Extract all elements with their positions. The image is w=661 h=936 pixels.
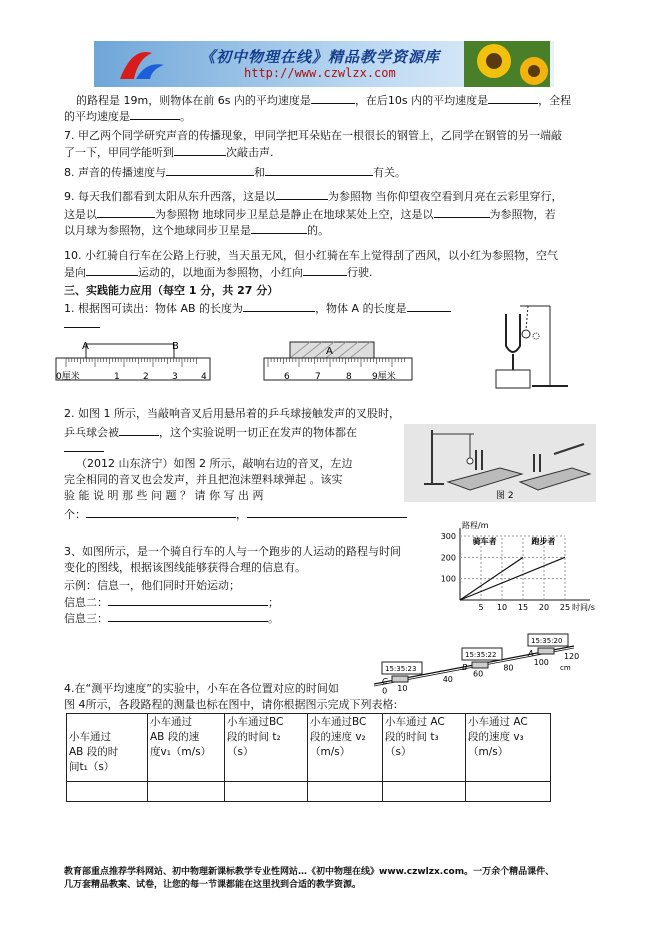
p2-line6: 个： ， <box>64 506 407 522</box>
scale-label: 80 <box>503 663 514 673</box>
cart <box>538 648 554 654</box>
p3-line5: 信息三： 。 <box>64 612 279 625</box>
scale-label: 120 <box>563 652 580 662</box>
q9-line2: 这是以 为参照物 地球同步卫星总是静止在地球某处上空，这是以 为参照物，若 <box>64 208 556 221</box>
cell-ac-time[interactable] <box>383 782 466 802</box>
ruler2-ticks <box>268 358 404 367</box>
q9-line3: 以月球为参照物，这个地球同步卫星是 的。 <box>64 224 329 237</box>
q6-line1: 的路程是 19m，则物体在前 6s 内的平均速度是 ，在后10s 内的平均速度是 ，全程 <box>76 94 572 107</box>
point-label: A <box>528 649 534 658</box>
fig2-label: 图 2 <box>496 491 514 501</box>
p2-line2: 乒乓球会被 ，这个实验说明一切正在发声的物体都在 <box>64 426 357 439</box>
x-tick-label: 20 <box>538 603 550 612</box>
scale-label: 10 <box>397 683 408 693</box>
x-tick-label: 15 <box>517 603 529 612</box>
header-ab-speed: 小车通过 AB 段的速 度v₁（m/s） <box>148 714 225 782</box>
ruler1-tick-4: 4 <box>201 372 207 382</box>
p2-blank <box>64 440 104 456</box>
header-bc-time: 小车通过BC 段的时间 t₂ （s） <box>225 714 308 782</box>
q8-line: 8. 声音的传播速度与 和 有关。 <box>64 166 406 179</box>
results-table <box>66 713 551 802</box>
p2-line3: （2012 山东济宁）如图 2 所示，敲响右边的音叉，左边 <box>76 457 353 470</box>
p4-line2: 图 4所示，各段路程的测量也标在图中，请你根据图示完成下列表格: <box>64 698 398 711</box>
cell-ab-speed[interactable] <box>148 782 225 802</box>
x-tick-label: 5 <box>478 603 484 612</box>
ruler2-tick-6: 6 <box>284 372 290 382</box>
sunflower-icon <box>464 41 550 87</box>
p3-line4: 信息二： ； <box>64 596 279 609</box>
x-tick-label: 25 <box>559 603 571 612</box>
q10-line2: 是向 运动的，以地面为参照物，小红向 行驶. <box>64 266 373 279</box>
distance-time-chart <box>432 520 594 614</box>
series-label-0: 骑车者 <box>472 537 497 547</box>
scale-label: 100 <box>533 657 549 667</box>
footer-line2: 几万套精品教案、试卷，让您的每一节课都能在这里找到合适的教学资源。 <box>64 880 362 890</box>
p3-line2: 变化的图线，根据该图线能够获得合理的信息有。 <box>64 561 306 574</box>
ruler2-label-a: A <box>326 346 333 357</box>
q6-line2: 的平均速度是 。 <box>64 110 191 123</box>
incline-figure <box>368 626 580 696</box>
ruler1-label-b: B <box>172 341 179 352</box>
ruler1-ticks <box>66 358 197 367</box>
q9-line1: 9. 每天我们都看到太阳从东升西落，这是以 为参照物 当你仰望夜空看到月亮在云彩里穿行， <box>64 190 563 203</box>
series-label-1: 跑步者 <box>531 537 556 547</box>
x-axis-label: 时间/s <box>572 603 595 612</box>
header-ac-speed: 小车通过 AC 段的速度 v₃ （m/s） <box>466 714 551 782</box>
ruler1-label-a: A <box>82 341 89 352</box>
ruler-a <box>262 338 414 384</box>
header-bc-speed: 小车通过BC 段的速度 v₂ （m/s） <box>308 714 383 782</box>
cell-bc-time[interactable] <box>225 782 308 802</box>
point-label: B <box>462 663 468 672</box>
ruler1-tick-2: 2 <box>143 372 149 382</box>
q7-line1: 7. 甲乙两个同学研究声音的传播现象，甲同学把耳朵贴在一根很长的钢管上，乙同学在钢管的另一端敲 <box>64 129 562 142</box>
logo-icon <box>112 45 172 83</box>
resonance-figure <box>404 424 596 502</box>
ruler1-tick-3: 3 <box>172 372 178 382</box>
p3-line1: 3、如图所示，是一个骑自行车的人与一个跑步的人运动的路程与时间 <box>64 545 401 558</box>
scale-label: 60 <box>473 669 484 679</box>
header-banner <box>94 41 554 87</box>
ruler1-tick-1: 1 <box>114 372 120 382</box>
point-label: C <box>382 677 388 686</box>
ruler1-tick-0: 0厘米 <box>56 372 80 382</box>
cart <box>472 662 488 668</box>
ruler2-tick-7: 7 <box>315 372 321 382</box>
footer-line1: 教育部重点推荐学科网站、初中物理新课标教学专业性网站…《初中物理在线》www.czwlzx.com。一万余个精品课件、 <box>64 867 555 877</box>
banner-url[interactable]: http://www.czwlzx.com <box>244 66 396 80</box>
header-ac-time: 小车通过 AC 段的时间 t₃ （s） <box>383 714 466 782</box>
header-ab-time: 小车通过 AB 段的时 间t₁（s） <box>67 714 148 782</box>
y-tick-label: 100 <box>440 574 456 584</box>
p2-line1: 2. 如图 1 所示，当敲响音叉后用悬吊着的乒乓球接触发声的叉股时， <box>64 407 400 420</box>
p2-line4: 完全相同的音叉也会发声，并且把泡沫塑料球弹起 。该实 <box>64 473 343 486</box>
timer-reading: 15:35:23 <box>385 665 417 673</box>
cart <box>392 676 408 682</box>
q7-line2: 了一下，甲同学能听到 次敲击声. <box>64 146 274 159</box>
x-tick-label: 10 <box>496 603 508 612</box>
ruler-ab <box>54 338 214 384</box>
tuning-fork-figure <box>488 300 594 392</box>
scale-label: 0 <box>382 686 388 696</box>
scale-unit: cm <box>560 664 571 672</box>
ruler2-tick-9: 9厘米 <box>372 372 396 382</box>
p3-line3: 示例：信息一，他们同时开始运动； <box>64 579 240 592</box>
footer <box>64 866 554 892</box>
banner-title: 《初中物理在线》精品教学资源库 <box>200 48 441 66</box>
cell-ab-time[interactable] <box>67 782 148 802</box>
p1-line2 <box>64 316 100 332</box>
scale-label: 40 <box>442 675 453 685</box>
ruler2-tick-8: 8 <box>346 372 352 382</box>
y-tick-label: 200 <box>440 553 456 563</box>
q10-line1: 10. 小红骑自行车在公路上行驶，当天虽无风，但小红骑在车上觉得刮了西风，以小红为参照物，空气 <box>64 249 558 262</box>
cell-ac-speed[interactable] <box>466 782 551 802</box>
p2-line5: 验 能 说 明 那 些 问 题 ？ 请 你 写 出 两 <box>64 489 264 502</box>
cell-bc-speed[interactable] <box>308 782 383 802</box>
y-tick-label: 300 <box>440 532 456 541</box>
section3-title: 三、实践能力应用（每空 1 分，共 27 分） <box>64 284 279 297</box>
timer-reading: 15:35:22 <box>465 651 497 659</box>
p4-line1: 4.在“测平均速度”的实验中，小车在各位置对应的时间如 <box>64 682 339 695</box>
y-axis-label: 路程/m <box>462 521 489 530</box>
timer-reading: 15:35:20 <box>531 637 563 645</box>
p1-line1: 1. 根据图可读出：物体 AB 的长度为 ，物体 A 的长度是 <box>64 300 451 316</box>
